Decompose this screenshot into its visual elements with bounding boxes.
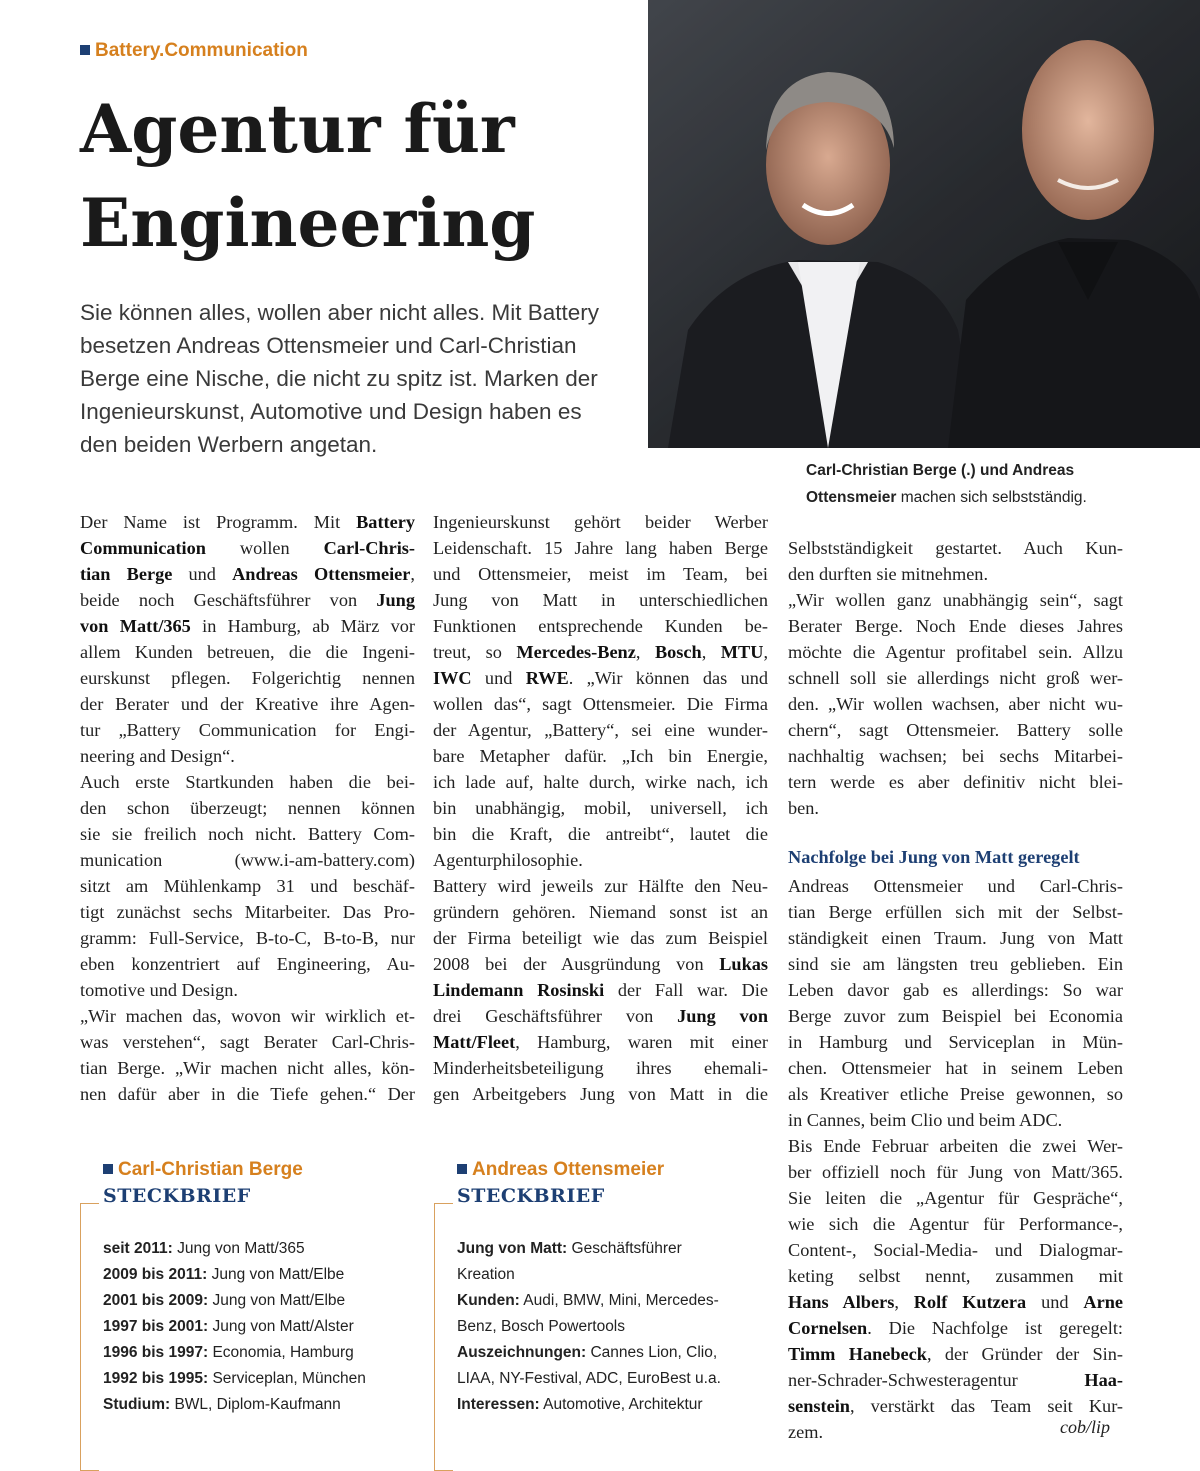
bold-name: Battery: [356, 512, 415, 532]
text-segment: wollen das“, sagt Ottensmeier. Die Firma: [433, 694, 768, 714]
text-segment: Berge zuvor zum Beispiel bei Economia: [788, 1006, 1123, 1026]
text-segment: neering and Design“.: [80, 746, 235, 766]
text-segment: Minderheitsbeteiligung ihres ehemali-: [433, 1058, 768, 1078]
text-line: [80, 717, 415, 743]
text-segment: und Ottensmeier, meist im Team, bei: [433, 564, 768, 584]
text-segment: „Wir wollen ganz unabhängig sein“, sagt: [788, 590, 1123, 610]
text-line: [80, 821, 415, 847]
text-segment: 2008 bei der Ausgründung von: [433, 954, 720, 974]
profile-label: seit 2011:: [103, 1240, 173, 1257]
text-line: [80, 613, 415, 639]
text-line: [788, 951, 1123, 977]
text-line: [788, 1315, 1123, 1341]
text-segment: Bis Ende Februar arbeiten die zwei Wer-: [788, 1136, 1123, 1156]
text-segment: der Firma beteiligt wie das zum Beispiel: [433, 928, 768, 948]
text-segment: nachhaltig wachsen; bei sechs Mitarbei-: [788, 746, 1123, 766]
text-line: [433, 561, 768, 587]
text-segment: tur „Battery Communication for Engi-: [80, 720, 415, 740]
text-segment: den durften sie mitnehmen.: [788, 564, 989, 584]
profile-line: [103, 1314, 366, 1340]
profile-line: [457, 1392, 721, 1418]
text-line: [788, 899, 1123, 925]
caption-line: Carl-Christian Berge (.) und Andreas: [806, 462, 1075, 479]
text-segment: tian Berge erfüllen sich mit der Selbst-: [788, 902, 1123, 922]
text-line: [80, 1055, 415, 1081]
text-line: [788, 691, 1123, 717]
text-line: [80, 873, 415, 899]
profile-value: Jung von Matt/365: [172, 1240, 305, 1257]
text-segment: den. „Wir wollen wachsen, aber nicht wu-: [788, 694, 1123, 714]
text-line: [788, 613, 1123, 639]
profile-value: LIAA, NY-Festival, ADC, EuroBest u.a.: [457, 1370, 721, 1387]
author-signature: cob/lip: [1060, 1417, 1110, 1437]
text-segment: eurskunst pflegen. Folgerichtig nennen: [80, 668, 415, 688]
profile-label: 1997 bis 2001:: [103, 1318, 209, 1335]
profile-value: Geschäftsführer: [567, 1240, 682, 1257]
profile-line: [457, 1366, 721, 1392]
text-segment: Battery wird jeweils zur Hälfte den Neu-: [433, 876, 768, 896]
text-line: [80, 691, 415, 717]
text-segment: Ingenieurskunst gehört beider Werber: [433, 512, 768, 532]
profile-value: Jung von Matt/Alster: [208, 1318, 354, 1335]
article-headline: [80, 82, 535, 270]
text-line: [788, 1029, 1123, 1055]
bold-name: Lukas: [719, 954, 768, 974]
bold-name: MTU: [720, 642, 764, 662]
profile-details: [457, 1236, 721, 1418]
text-segment: ständigkeit einen Traum. Jung von Matt: [788, 928, 1123, 948]
profile-line: [103, 1262, 366, 1288]
text-line: [433, 587, 768, 613]
section-kicker: [80, 40, 308, 62]
square-bullet-icon: [457, 1164, 467, 1174]
profile-label: 1992 bis 1995:: [103, 1370, 209, 1387]
caption-rest: machen sich selbstständig.: [896, 489, 1087, 506]
text-segment: tern werde es aber definitiv nicht blei-: [788, 772, 1123, 792]
profile-line: [103, 1288, 366, 1314]
text-line: [788, 665, 1123, 691]
text-segment: Berater Berge. Noch Ende dieses Jahres: [788, 616, 1123, 636]
text-segment: Leidenschaft. 15 Jahre lang haben Berge: [433, 538, 768, 558]
text-line: [433, 639, 768, 665]
text-segment: allem Kunden betreuen, die die Ingeni-: [80, 642, 415, 662]
bold-name: Andreas Ottensmeier: [232, 564, 411, 584]
text-line: [433, 535, 768, 561]
text-segment: , Hamburg, waren mit einer: [515, 1032, 768, 1052]
text-line: [80, 795, 415, 821]
article-column-3: [788, 535, 1123, 821]
text-line: [80, 561, 415, 587]
bold-name: senstein: [788, 1396, 850, 1416]
lead-line: Berge eine Nische, die nicht zu spitz ist. Marken der: [80, 366, 598, 391]
text-segment: , verstärkt das Team seit Kur-: [849, 1396, 1123, 1416]
text-line: [788, 1185, 1123, 1211]
text-line: [433, 509, 768, 535]
text-line: [80, 639, 415, 665]
text-segment: ,: [635, 642, 655, 662]
text-segment: sie sie freilich noch nicht. Battery Com-: [80, 824, 415, 844]
square-bullet-icon: [80, 45, 90, 55]
text-segment: drei Geschäftsführer von: [433, 1006, 678, 1026]
profile-line: [457, 1340, 721, 1366]
portrait-photo: [648, 0, 1200, 448]
article-lead: [80, 296, 635, 461]
text-line: [788, 1159, 1123, 1185]
text-segment: Der Name ist Programm. Mit: [80, 512, 357, 532]
text-segment: . „Wir können das und: [568, 668, 768, 688]
text-segment: schnell soll sie allerdings nicht groß wer-: [788, 668, 1123, 688]
bold-name: Carl-Chris-: [323, 538, 415, 558]
text-segment: Content-, Social-Media- und Dialogmar-: [788, 1240, 1123, 1260]
profile-name: [103, 1159, 303, 1181]
text-segment: und: [1026, 1292, 1084, 1312]
text-line: [788, 743, 1123, 769]
text-line: [80, 665, 415, 691]
text-segment: sitzt am Mühlenkamp 31 und beschäf-: [80, 876, 415, 896]
text-line: [788, 1367, 1123, 1393]
profile-label: 1996 bis 1997:: [103, 1344, 209, 1361]
text-segment: möchte die Agentur profitabel sein. Allzu: [788, 642, 1123, 662]
text-line: [788, 1341, 1123, 1367]
text-segment: , der Gründer der Sin-: [926, 1344, 1123, 1364]
profile-details: [103, 1236, 366, 1418]
lead-line: Ingenieurskunst, Automotive und Design haben es: [80, 399, 582, 424]
profile-label: 2009 bis 2011:: [103, 1266, 208, 1283]
profile-line: [103, 1392, 366, 1418]
bold-name: Matt/Fleet: [433, 1032, 516, 1052]
text-line: [433, 951, 768, 977]
text-line: [433, 899, 768, 925]
profile-value: Cannes Lion, Clio,: [586, 1344, 718, 1361]
article-column-2: [433, 509, 768, 1107]
profile-value: Audi, BMW, Mini, Mercedes-: [519, 1292, 719, 1309]
profile-label: Studium:: [103, 1396, 171, 1413]
text-line: [433, 613, 768, 639]
lead-line: Sie können alles, wollen aber nicht alles. Mit Battery: [80, 300, 600, 325]
text-line: [80, 1029, 415, 1055]
text-line: [80, 535, 415, 561]
profile-name: [457, 1159, 664, 1181]
text-line: [80, 587, 415, 613]
text-line: [433, 665, 768, 691]
text-segment: Sie leiten die „Agentur für Gespräche“,: [788, 1188, 1123, 1208]
text-line: [788, 1107, 1123, 1133]
text-line: [433, 821, 768, 847]
text-segment: Auch erste Startkunden haben die bei-: [80, 772, 415, 792]
text-segment: und: [471, 668, 526, 688]
profile-line: [457, 1314, 721, 1340]
profile-name-text: Andreas Ottensmeier: [472, 1159, 665, 1180]
text-segment: der Berater und der Kreative ihre Agen-: [80, 694, 415, 714]
text-segment: ber offiziell noch für Jung von Matt/365.: [788, 1162, 1123, 1182]
text-segment: als Kreativer etliche Preise gewonnen, so: [788, 1084, 1123, 1104]
text-segment: ,: [410, 564, 415, 584]
text-line: [788, 1211, 1123, 1237]
profile-line: [103, 1366, 366, 1392]
text-segment: wie sich die Agentur für Performance-,: [788, 1214, 1123, 1234]
text-line: [788, 717, 1123, 743]
text-line: [433, 743, 768, 769]
square-bullet-icon: [103, 1164, 113, 1174]
text-segment: wollen: [205, 538, 324, 558]
text-segment: ,: [763, 642, 768, 662]
kicker-text: Battery.Communication: [95, 40, 308, 61]
text-segment: gramm: Full-Service, B-to-C, B-to-B, nur: [80, 928, 415, 948]
text-segment: tigt zunächst sechs Mitarbeiter. Das Pro-: [80, 902, 415, 922]
text-line: [433, 847, 768, 873]
text-segment: was verstehen“, sagt Berater Carl-Chris-: [80, 1032, 415, 1052]
lead-line: den beiden Werbern angetan.: [80, 432, 378, 457]
text-line: [788, 1055, 1123, 1081]
text-segment: . Die Nachfolge ist geregelt:: [867, 1318, 1123, 1338]
text-line: [788, 925, 1123, 951]
caption-line: [806, 484, 1191, 511]
text-segment: Agenturphilosophie.: [433, 850, 583, 870]
text-segment: ,: [894, 1292, 914, 1312]
text-line: [788, 873, 1123, 899]
text-line: [433, 795, 768, 821]
profile-value: Serviceplan, München: [208, 1370, 366, 1387]
text-segment: beide noch Geschäftsführer von: [80, 590, 377, 610]
text-line: [788, 1237, 1123, 1263]
text-segment: bare Metapher dafür. „Ich bin Energie,: [433, 746, 768, 766]
profile-bracket: [434, 1203, 453, 1471]
profile-label: Auszeichnungen:: [457, 1344, 587, 1361]
text-line: [80, 951, 415, 977]
profile-title: STECKBRIEF: [457, 1185, 605, 1207]
text-segment: munication (www.i-am-battery.com): [80, 850, 415, 870]
profile-label: Jung von Matt:: [457, 1240, 568, 1257]
text-segment: der Agentur, „Battery“, sei eine wunder-: [433, 720, 768, 740]
text-segment: chern“, sagt Ottensmeier. Battery solle: [788, 720, 1123, 740]
text-line: [788, 587, 1123, 613]
text-segment: Andreas Ottensmeier und Carl-Chris-: [788, 876, 1123, 896]
text-segment: eben konzentriert auf Engineering, Au-: [80, 954, 415, 974]
text-line: [80, 1003, 415, 1029]
bold-name: IWC: [433, 668, 472, 688]
text-line: [788, 535, 1123, 561]
text-segment: ,: [701, 642, 721, 662]
text-line: [80, 899, 415, 925]
text-segment: sind sie am längsten treu geblieben. Ein: [788, 954, 1123, 974]
text-line: [788, 1289, 1123, 1315]
profile-name-text: Carl-Christian Berge: [118, 1159, 303, 1180]
text-segment: in Hamburg, ab März vor: [190, 616, 415, 636]
profile-value: Jung von Matt/Elbe: [208, 1292, 346, 1309]
profile-line: [457, 1288, 721, 1314]
text-segment: tian Berge. „Wir machen nicht alles, kön-: [80, 1058, 415, 1078]
text-segment: nen dafür aber in die Tiefe gehen.“ Der: [80, 1084, 415, 1104]
text-line: [433, 691, 768, 717]
text-line: [80, 743, 415, 769]
bold-name: Rolf Kutzera: [913, 1292, 1027, 1312]
profile-value: Automotive, Architektur: [539, 1396, 703, 1413]
text-segment: „Wir machen das, wovon wir wirklich et-: [80, 1006, 415, 1026]
text-segment: in Hamburg und Serviceplan in Mün-: [788, 1032, 1123, 1052]
caption-name: Ottensmeier: [806, 489, 897, 506]
text-segment: keting selbst nennt, zusammen mit: [788, 1266, 1123, 1286]
bold-name: Jung von: [677, 1006, 768, 1026]
profile-line: [457, 1236, 721, 1262]
section-subheading: Nachfolge bei Jung von Matt geregelt: [788, 847, 1080, 867]
profile-label: Kunden:: [457, 1292, 520, 1309]
profile-line: [103, 1236, 366, 1262]
text-line: [80, 769, 415, 795]
text-segment: gründern gehören. Niemand sonst ist an: [433, 902, 768, 922]
text-line: [433, 1003, 768, 1029]
text-segment: der Fall war. Die: [604, 980, 768, 1000]
profile-line: [103, 1340, 366, 1366]
bold-name: RWE: [525, 668, 569, 688]
text-segment: zem.: [788, 1422, 824, 1442]
text-line: [788, 795, 1123, 821]
profile-line: [457, 1262, 721, 1288]
profile-value: Kreation: [457, 1266, 515, 1283]
profile-value: Economia, Hamburg: [208, 1344, 354, 1361]
bold-name: Timm Hanebeck: [788, 1344, 927, 1364]
text-line: [433, 717, 768, 743]
text-segment: gen Arbeitgebers Jung von Matt in die: [433, 1084, 768, 1104]
text-line: [80, 1081, 415, 1107]
text-line: [433, 873, 768, 899]
text-segment: bin die Kraft, die antreibt“, lautet die: [433, 824, 768, 844]
text-line: [788, 1133, 1123, 1159]
article-column-1: [80, 509, 415, 1107]
text-line: [788, 1003, 1123, 1029]
profile-value: Benz, Bosch Powertools: [457, 1318, 626, 1335]
text-line: [788, 1081, 1123, 1107]
text-segment: in Cannes, beim Clio und beim ADC.: [788, 1110, 1063, 1130]
text-segment: bin unabhängig, mobil, universell, ich: [433, 798, 768, 818]
bold-name: Communication: [80, 538, 206, 558]
text-segment: chen. Ottensmeier hat in seinem Leben: [788, 1058, 1123, 1078]
bold-name: von Matt/365: [80, 616, 191, 636]
text-line: [788, 1393, 1123, 1419]
text-line: [80, 977, 415, 1003]
headline-line: Agentur für: [80, 90, 515, 168]
bold-name: Jung: [376, 590, 415, 610]
profile-value: BWL, Diplom-Kaufmann: [170, 1396, 341, 1413]
profile-label: Interessen:: [457, 1396, 540, 1413]
text-line: [433, 1029, 768, 1055]
profile-label: 2001 bis 2009:: [103, 1292, 209, 1309]
text-segment: ner-Schrader-Schwesteragentur: [788, 1370, 1085, 1390]
profile-bracket: [80, 1203, 99, 1471]
text-line: [788, 639, 1123, 665]
text-segment: Leben davor gab es allerdings: So war: [788, 980, 1123, 1000]
text-line: [80, 509, 415, 535]
text-line: [433, 1081, 768, 1107]
bold-name: Haa-: [1084, 1370, 1123, 1390]
bold-name: Lindemann Rosinski: [433, 980, 605, 1000]
bold-name: tian Berge: [80, 564, 173, 584]
text-line: [80, 925, 415, 951]
profile-value: Jung von Matt/Elbe: [207, 1266, 345, 1283]
article-column-3-continued: [788, 873, 1123, 1445]
text-segment: treut, so: [433, 642, 517, 662]
photo-caption: [806, 457, 1191, 511]
text-line: [433, 1055, 768, 1081]
text-line: [80, 847, 415, 873]
text-line: [433, 977, 768, 1003]
text-segment: und: [172, 564, 233, 584]
text-line: [433, 925, 768, 951]
text-line: [788, 977, 1123, 1003]
text-segment: ich lade auf, halte durch, wirke nach, ich: [433, 772, 768, 792]
text-line: [788, 561, 1123, 587]
text-segment: den schon überzeugt; nennen können: [80, 798, 415, 818]
profile-title: STECKBRIEF: [103, 1185, 251, 1207]
text-line: [788, 1263, 1123, 1289]
bold-name: Cornelsen: [788, 1318, 868, 1338]
text-segment: Funktionen entsprechende Kunden be-: [433, 616, 768, 636]
bold-name: Bosch: [654, 642, 702, 662]
text-segment: tomotive und Design.: [80, 980, 238, 1000]
bold-name: Hans Albers: [788, 1292, 895, 1312]
text-segment: Selbstständigkeit gestartet. Auch Kun-: [788, 538, 1123, 558]
text-line: [433, 769, 768, 795]
headline-line: Engineering: [80, 184, 536, 262]
text-line: [788, 769, 1123, 795]
text-segment: Jung von Matt in unterschiedlichen: [433, 590, 768, 610]
lead-line: besetzen Andreas Ottensmeier und Carl-Christian: [80, 333, 577, 358]
text-segment: ben.: [788, 798, 819, 818]
bold-name: Mercedes-Benz: [516, 642, 636, 662]
bold-name: Arne: [1083, 1292, 1123, 1312]
